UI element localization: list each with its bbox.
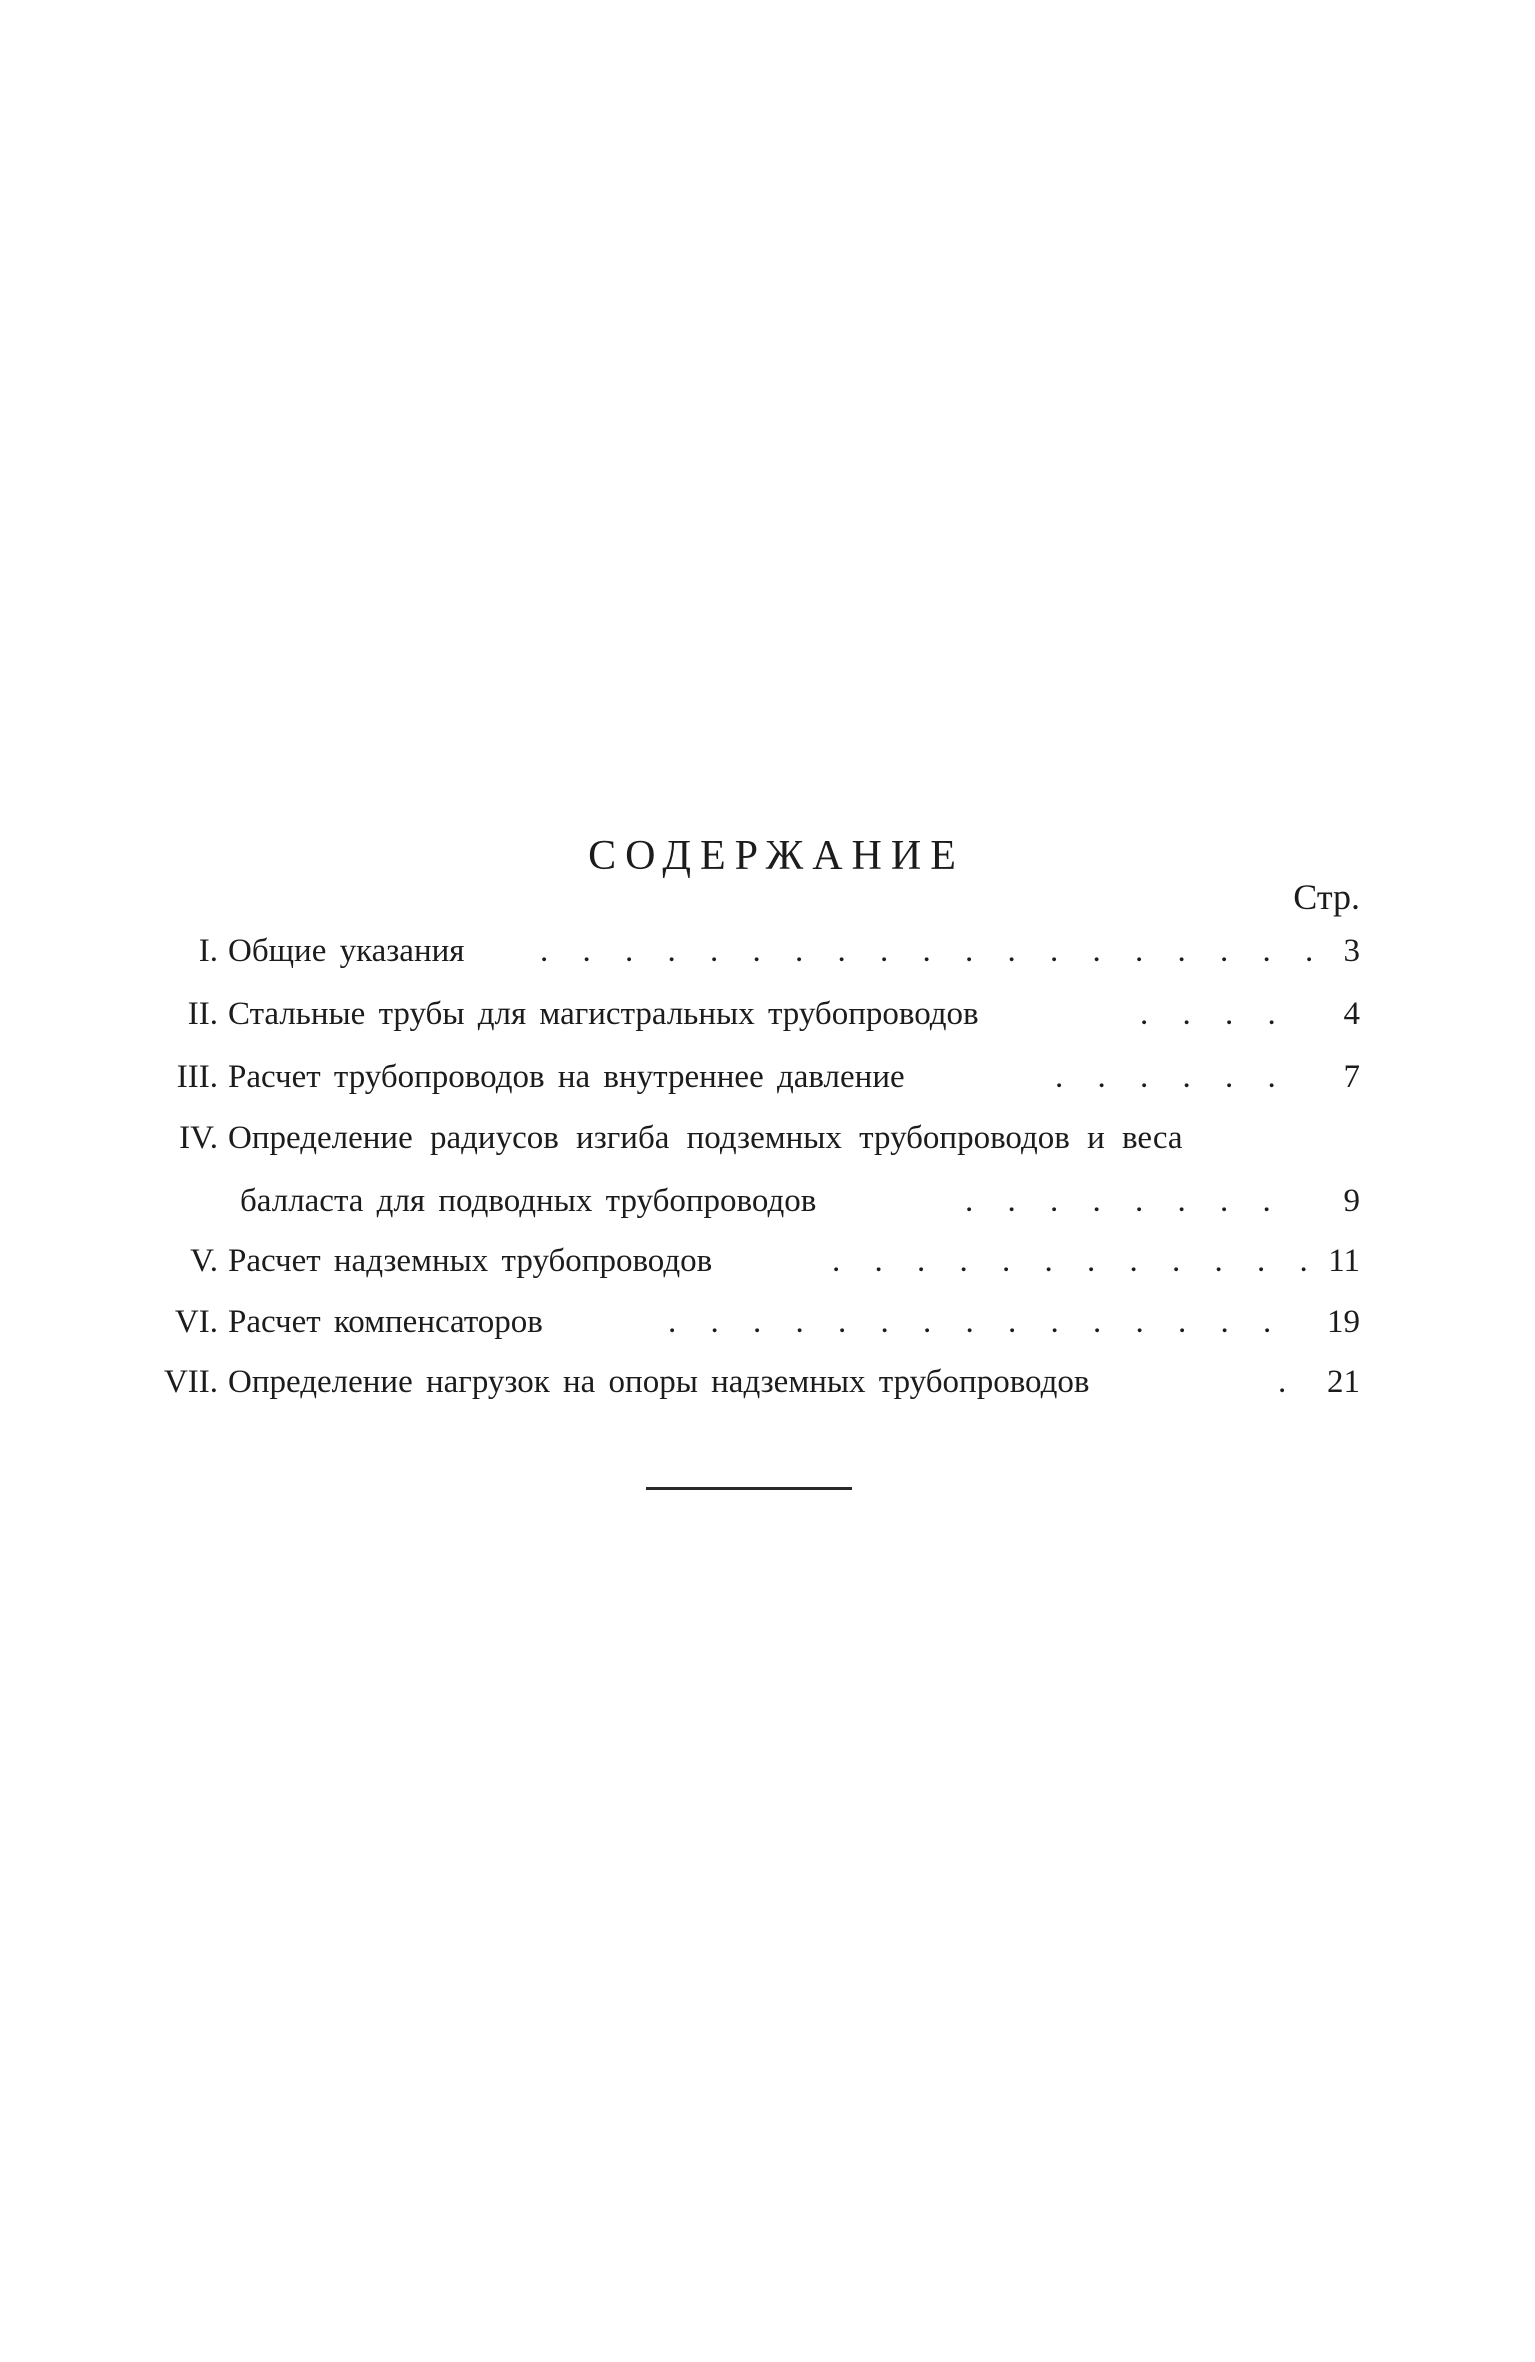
toc-entry-page: 7 [1343, 1059, 1360, 1095]
toc-entry-page: 21 [1327, 1364, 1360, 1400]
toc-entry [120, 1297, 1360, 1347]
toc-entry [120, 989, 1360, 1039]
toc-entry-continuation [120, 1176, 1360, 1226]
toc-entry-title: Общие указания [228, 933, 465, 969]
toc-entry-page: 3 [1343, 933, 1360, 969]
toc-entry-leader: . [1278, 1364, 1300, 1400]
toc-entry-leader: . . . . . . . . [965, 1183, 1284, 1219]
toc-entry-leader: . . . . . . . . . . . . [832, 1243, 1321, 1279]
toc-entry-leader: . . . . . . . . . . . . . . . [668, 1304, 1285, 1340]
toc-entry-page: 9 [1343, 1183, 1360, 1219]
toc-entry-title: Расчет надземных трубопроводов [228, 1243, 713, 1279]
toc-entry-number: V. [190, 1243, 218, 1279]
toc-entry-title: Стальные трубы для магистральных трубопроводов [228, 996, 979, 1032]
toc-entry [120, 1357, 1360, 1407]
toc-entry-page: 11 [1328, 1243, 1360, 1279]
toc-entry-leader: . . . . [1140, 996, 1289, 1032]
end-rule-divider [646, 1487, 852, 1490]
toc-entry [120, 1052, 1360, 1102]
toc-entry-title: Определение нагрузок на опоры надземных трубопроводов [228, 1364, 1090, 1400]
toc-entry-page: 4 [1343, 996, 1360, 1032]
toc-entry-page: 19 [1327, 1304, 1360, 1340]
toc-entry [120, 926, 1360, 976]
page-column-header: Стр. [1293, 877, 1360, 917]
toc-entry-title: Определение радиусов изгиба подземных трубопроводов и веса [228, 1120, 1183, 1156]
toc-entry-leader: . . . . . . . . . . . . . . . . . . . [540, 933, 1327, 969]
toc-entry-leader: . . . . . . [1055, 1059, 1289, 1095]
toc-entry-title: Расчет трубопроводов на внутреннее давление [228, 1059, 905, 1095]
toc-entry-number: II. [187, 996, 218, 1032]
toc-entry-number: VI. [174, 1304, 218, 1340]
toc-entry-number: I. [198, 933, 218, 969]
toc-entry [120, 1236, 1360, 1286]
toc-entry-title: Расчет компенсаторов [228, 1304, 543, 1340]
toc-entry-title-continuation: балласта для подводных трубопроводов [240, 1183, 817, 1219]
toc-entry-number: IV. [179, 1120, 218, 1156]
toc-title: СОДЕРЖАНИЕ [588, 833, 965, 879]
toc-entry-number: VII. [163, 1364, 218, 1400]
toc-entry [120, 1113, 1360, 1163]
toc-entry-number: III. [176, 1059, 218, 1095]
